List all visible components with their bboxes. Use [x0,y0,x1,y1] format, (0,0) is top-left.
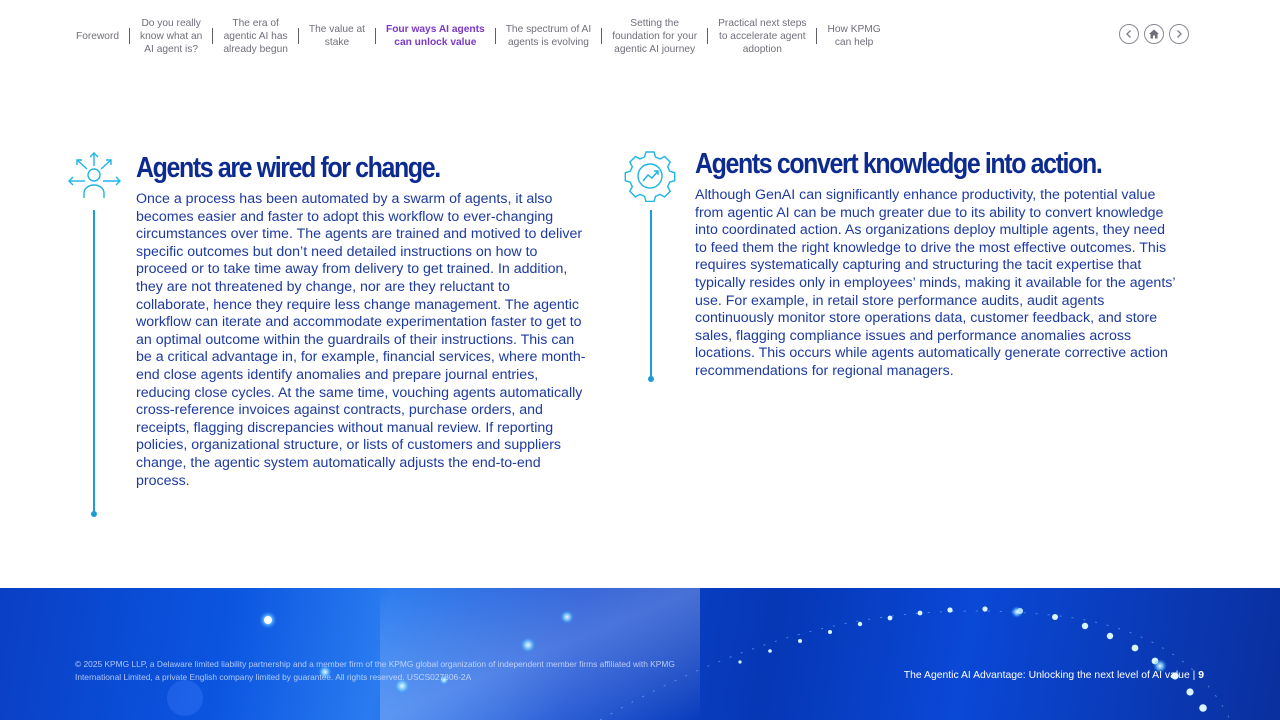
footer-banner [0,588,1280,720]
page-nav-buttons [1119,24,1189,44]
section-body: Although GenAI can significantly enhance productivity, the potential value from agentic AI can be much greater due to its ability to convert knowledge into coordinated action. As organizations deploy multiple agents, they need to feed them the right knowledge to drive the most effective outcomes. This requires systematically capturing and structuring the tacit expertise that typically resides only in employees’ minds, making it available for the agents’ use. For example, in retail store performance audits, audit agents continuously monitor store operations data, customer feedback, and store sales, flagging compliance issues and performance anomalies across locations. This occurs while agents automatically generate corrective action recommendations for regional managers. [695,187,1175,379]
light-dots-decoration [0,588,1280,720]
home-button[interactable] [1144,24,1164,44]
nav-item-foreword[interactable]: Foreword [76,30,120,42]
section-nav [66,14,1136,58]
document-title-footer: The Agentic AI Advantage: Unlocking the next level of AI value | 9 [903,670,1204,681]
nav-item-ai-agent[interactable]: Do you really know what an AI agent is? [140,17,203,55]
accent-line [93,210,95,512]
chevron-left-icon [1124,29,1134,39]
nav-item-how-kpmg[interactable]: How KPMG can help [827,24,881,48]
people-network-icon [66,150,124,202]
gear-chart-icon [624,150,682,202]
nav-item-spectrum[interactable]: The spectrum of AI agents is evolving [505,24,592,48]
previous-page-button[interactable] [1119,24,1139,44]
document-title: The Agentic AI Advantage: Unlocking the next level of AI value [903,670,1190,681]
section-heading: Agents are wired for change. [136,152,440,184]
nav-item-foundation[interactable]: Setting the foundation for your agentic AI journey [612,17,698,55]
nav-item-era[interactable]: The era of agentic AI has already begun [223,17,288,55]
home-icon [1148,28,1160,40]
accent-line-dot [91,511,97,517]
page-number: 9 [1198,670,1204,681]
nav-item-value-at-stake[interactable]: The value at stake [308,24,365,48]
section-heading: Agents convert knowledge into action. [695,148,1102,180]
nav-item-four-ways[interactable]: Four ways AI agents can unlock value [385,24,485,48]
copyright-notice: © 2025 KPMG LLP, a Delaware limited liability partnership and a member firm of the KPMG global organization of independent member firms affiliated with KPMG International Limited, a private English company limited by guarantee. All rights reserved. USCS027806-2A [75,659,675,682]
accent-line-dot [648,376,654,382]
nav-item-next-steps[interactable]: Practical next steps to accelerate agent adoption [718,17,807,55]
section-body: Once a process has been automated by a swarm of agents, it also becomes easier and faster to adopt this workflow to ever-changing circumstances over time. The agents are trained and motived to deliver specific outcomes but don’t need detailed instructions on how to proceed or to take time away from delivery to get trained. In addition, they are not threatened by change, nor are they reluctant to collaborate, hence they require less change management. The agentic workflow can iterate and accommodate experimentation faster to get to an optimal outcome within the guardrails of their instructions. This can be a critical advantage in, for example, financial services, where month-end close agents identify anomalies and prepare journal entries, reducing close cycles. At the same time, vouching agents automatically cross-reference invoices against contracts, purchase orders, and receipts, flagging discrepancies without manual review. If reporting policies, organizational structure, or lists of customers and suppliers change, the agentic system automatically adjusts the end-to-end process. [136,191,586,489]
accent-line [650,210,652,378]
chevron-right-icon [1174,29,1184,39]
next-page-button[interactable] [1169,24,1189,44]
